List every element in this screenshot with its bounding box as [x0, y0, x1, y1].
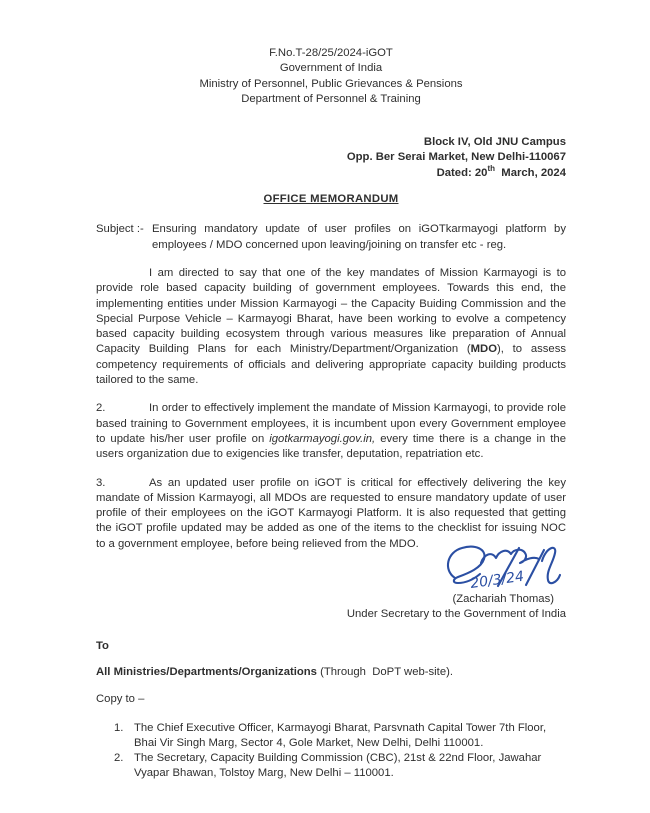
memo-title-row — [96, 192, 566, 207]
list-number: 2. — [114, 752, 124, 765]
copy-to-label: Copy to – — [96, 693, 145, 706]
addressee-name: All Ministries/Departments/Organizations — [96, 665, 317, 678]
file-number: F.No.T-28/25/2024-iGOT — [269, 47, 393, 59]
addressee-channel: (Through DoPT web-site). — [316, 665, 454, 678]
paragraph-1 — [96, 266, 566, 388]
paragraph-text: In order to effectively implement the mandate of Mission Karmayogi, to provide role based training to Government employees, it is incumbent upon every Government employee to update his/her user profile on igotkarmayogi.gov.in, every time there is a change in the users organization due to exigencies like transfer, deputation, repatriation etc. — [96, 402, 566, 461]
list-item-text: The Secretary, Capacity Building Commission (CBC), 21st & 22nd Floor, Jawahar Vyapar Bhawan, Tolstoy Marg, New Delhi – 110001. — [134, 752, 542, 780]
subject-text: Ensuring mandatory update of user profiles on iGOTkarmayogi platform by employees / MDO concerned upon leaving/joining on transfer etc - reg. — [152, 223, 566, 251]
paragraph-number: 2. — [96, 402, 106, 415]
addressee-line — [96, 665, 566, 680]
signature-stroke — [542, 548, 560, 583]
ministry-name: Ministry of Personnel, Public Grievances & Pensions — [199, 77, 463, 90]
address-line-2: Opp. Ber Serai Market, New Delhi-110067 — [346, 151, 566, 164]
subject-line — [96, 222, 566, 253]
signature-stroke — [526, 550, 544, 585]
date-prefix: Dated: 20 — [436, 166, 488, 179]
letter-content — [96, 46, 566, 782]
address-block — [96, 135, 566, 181]
copy-to-item-1 — [114, 721, 566, 752]
handwritten-signature — [441, 538, 576, 596]
signatory-designation: Under Secretary to the Government of India — [346, 608, 566, 621]
signatory-name: (Zachariah Thomas) — [452, 593, 554, 606]
subject-label: Subject :- — [96, 223, 144, 236]
paragraph-text: As an updated user profile on iGOT is critical for effectively delivering the key mandate of Mission Karmayogi, all MDOs are requested to ensure mandatory update of user profile of their employees on the iGOT Karmayogi Platform. It is also requested that getting the iGOT profile updated may be added as one of the items to the checklist for issuing NOC to a government employee, before being relieved from the MDO. — [96, 476, 566, 550]
paragraph-2 — [96, 401, 566, 462]
paragraph-text: I am directed to say that one of the key mandates of Mission Karmayogi is to provide role based capacity building of government employees. Towards this end, the implementing entities under Mission Karmayogi – the Capacity Buiding Commission and the Special Purpose Vehicle – Karmayogi Bharat, have been working to evolve a competency based capacity building ecosystem through various measures like preparation of Annual Capacity Building Plans for each Ministry/Department/Organization (MDO), to assess competency requirements of officials and delivering appropriate capacity building products tailored to the same. — [96, 266, 566, 387]
signature-date: 20/3/24 — [469, 568, 526, 592]
copy-to-item-2 — [114, 751, 566, 782]
list-number: 1. — [114, 721, 124, 734]
document-title: OFFICE MEMORANDUM — [263, 193, 399, 206]
date-ordinal-suffix: th — [487, 164, 496, 174]
date-suffix: March, 2024 — [495, 166, 566, 179]
signature-stroke — [481, 550, 539, 563]
address-line-1: Block IV, Old JNU Campus — [423, 136, 566, 149]
copy-to-list — [96, 721, 566, 782]
paragraph-number: 3. — [96, 476, 106, 489]
department-name: Department of Personnel & Training — [241, 92, 421, 105]
org-name: Government of India — [279, 62, 383, 75]
list-item-text: The Chief Executive Officer, Karmayogi Bharat, Parsvnath Capital Tower 7th Floor, Bhai Vir Singh Marg, Sector 4, Gole Market, New Delhi, Delhi 110001. — [134, 721, 547, 749]
to-label: To — [96, 639, 109, 652]
letter-header — [96, 46, 566, 107]
date-line — [96, 166, 566, 181]
